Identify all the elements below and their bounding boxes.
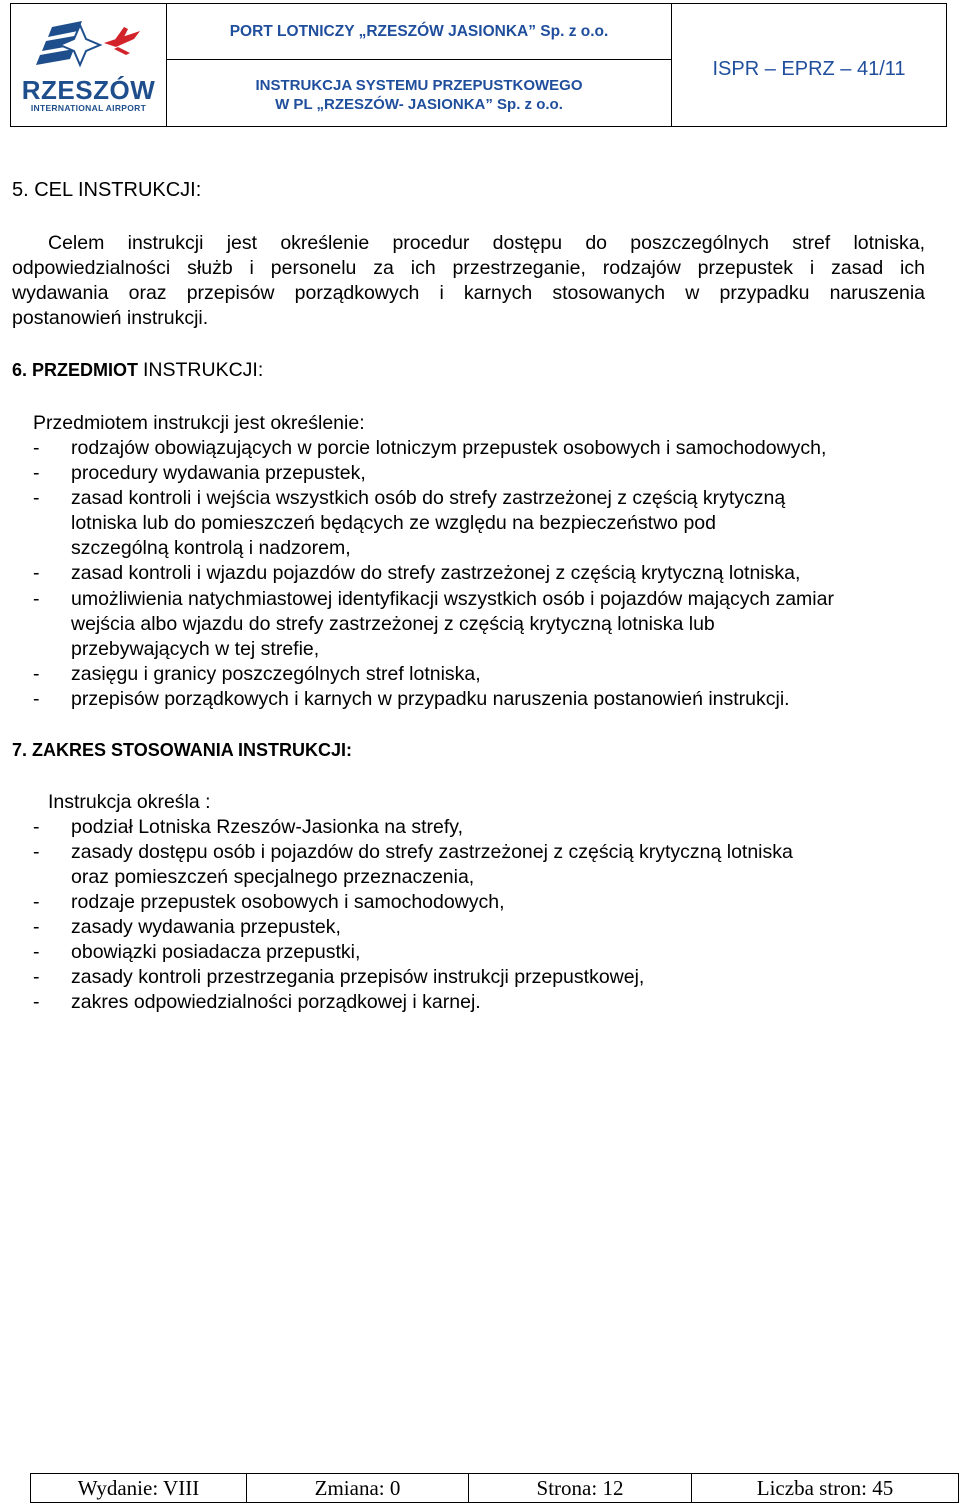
list-item: rodzajów obowiązujących w porcie lotniczym przepustek osobowych i samochodowych, [71, 437, 827, 459]
list-dash: - [33, 891, 40, 913]
document-footer [30, 1473, 959, 1503]
list-item: procedury wydawania przepustek, [71, 462, 366, 484]
footer-edition: Wydanie: VIII [31, 1474, 247, 1502]
list-item: zasady wydawania przepustek, [71, 916, 341, 938]
list-dash: - [33, 487, 40, 509]
section-7-title: 7. ZAKRES STOSOWANIA INSTRUKCJI: [12, 740, 353, 760]
logo-word: RZESZÓW [21, 74, 156, 105]
list-dash: - [33, 437, 40, 459]
list-dash: - [33, 916, 40, 938]
list-item: zakres odpowiedzialności porządkowej i karnej. [71, 991, 481, 1013]
list-item: zasady kontroli przestrzegania przepisów instrukcji przepustkowej, [71, 966, 645, 988]
list-item: zasięgu i granicy poszczególnych stref lotniska, [71, 663, 481, 685]
list-item: zasad kontroli i wjazdu pojazdów do strefy zastrzeżonej z częścią krytyczną lotniska, [71, 562, 801, 584]
header-code-cell [672, 4, 946, 126]
list-dash: - [33, 588, 40, 610]
list-item: podział Lotniska Rzeszów-Jasionka na strefy, [71, 816, 463, 838]
header-titles [167, 4, 672, 126]
list-item: rodzaje przepustek osobowych i samochodowych, [71, 891, 505, 913]
section-6-title-rest: INSTRUKCJI: [143, 359, 264, 381]
footer-page: Strona: 12 [469, 1474, 692, 1502]
section-5-line: wydawania oraz przepisów porządkowych i karnych stosowanych w przypadku naruszenia [12, 282, 925, 304]
section-5-line: Celem instrukcji jest określenie procedur dostępu do poszczególnych stref lotniska, [48, 232, 925, 254]
airport-logo-icon [34, 17, 144, 75]
list-item: przepisów porządkowych i karnych w przypadku naruszenia postanowień instrukcji. [71, 688, 790, 710]
footer-page-count: Liczba stron: 45 [756, 1475, 894, 1500]
section-6-intro: Przedmiotem instrukcji jest określenie: [33, 412, 365, 434]
section-5-title: 5. CEL INSTRUKCJI: [12, 179, 202, 201]
list-item-continued: wejścia albo wjazdu do strefy zastrzeżonej z częścią krytyczną lotniska lub [71, 613, 715, 635]
document-title [167, 60, 671, 126]
list-dash: - [33, 562, 40, 584]
list-item: zasad kontroli i wejścia wszystkich osób do strefy zastrzeżonej z częścią krytyczną [71, 487, 786, 509]
list-dash: - [33, 816, 40, 838]
list-dash: - [33, 841, 40, 863]
document-title-line2: W PL „RZESZÓW- JASIONKA” Sp. z o.o. [275, 96, 563, 113]
airport-logo [11, 4, 167, 126]
list-item-continued: oraz pomieszczeń specjalnego przeznaczenia, [71, 866, 475, 888]
list-dash: - [33, 462, 40, 484]
list-item-continued: przebywających w tej strefie, [71, 638, 320, 660]
list-item: zasady dostępu osób i pojazdów do strefy zastrzeżonej z częścią krytyczną lotniska [71, 841, 793, 863]
section-5-line: odpowiedzialności służb i personelu za ich przestrzeganie, rodzajów przepustek i zasad ich [12, 257, 925, 279]
list-dash: - [33, 991, 40, 1013]
list-dash: - [33, 688, 40, 710]
list-dash: - [33, 941, 40, 963]
list-dash: - [33, 966, 40, 988]
list-item: obowiązki posiadacza przepustki, [71, 941, 361, 963]
list-dash: - [33, 663, 40, 685]
list-item-continued: szczególną kontrolą i nadzorem, [71, 537, 351, 559]
logo-subtitle: INTERNATIONAL AIRPORT [30, 102, 147, 113]
company-name: PORT LOTNICZY „RZESZÓW JASIONKA” Sp. z o.o. [167, 4, 671, 60]
document-header [10, 3, 947, 127]
list-item-continued: lotniska lub do pomieszczeń będących ze względu na bezpieczeństwo pod [71, 512, 716, 534]
document-code: ISPR – EPRZ – 41/11 [712, 57, 906, 80]
section-6-title [12, 358, 263, 382]
footer-change: Zmiana: 0 [247, 1474, 469, 1502]
section-7-intro: Instrukcja określa : [48, 791, 211, 813]
list-item: umożliwienia natychmiastowej identyfikacji wszystkich osób i pojazdów mających zamiar [71, 588, 834, 610]
document-title-line1: INSTRUKCJA SYSTEMU PRZEPUSTKOWEGO [255, 77, 583, 94]
section-6-title-bold: 6. PRZEDMIOT [12, 360, 144, 380]
section-5-line: postanowień instrukcji. [12, 307, 209, 329]
